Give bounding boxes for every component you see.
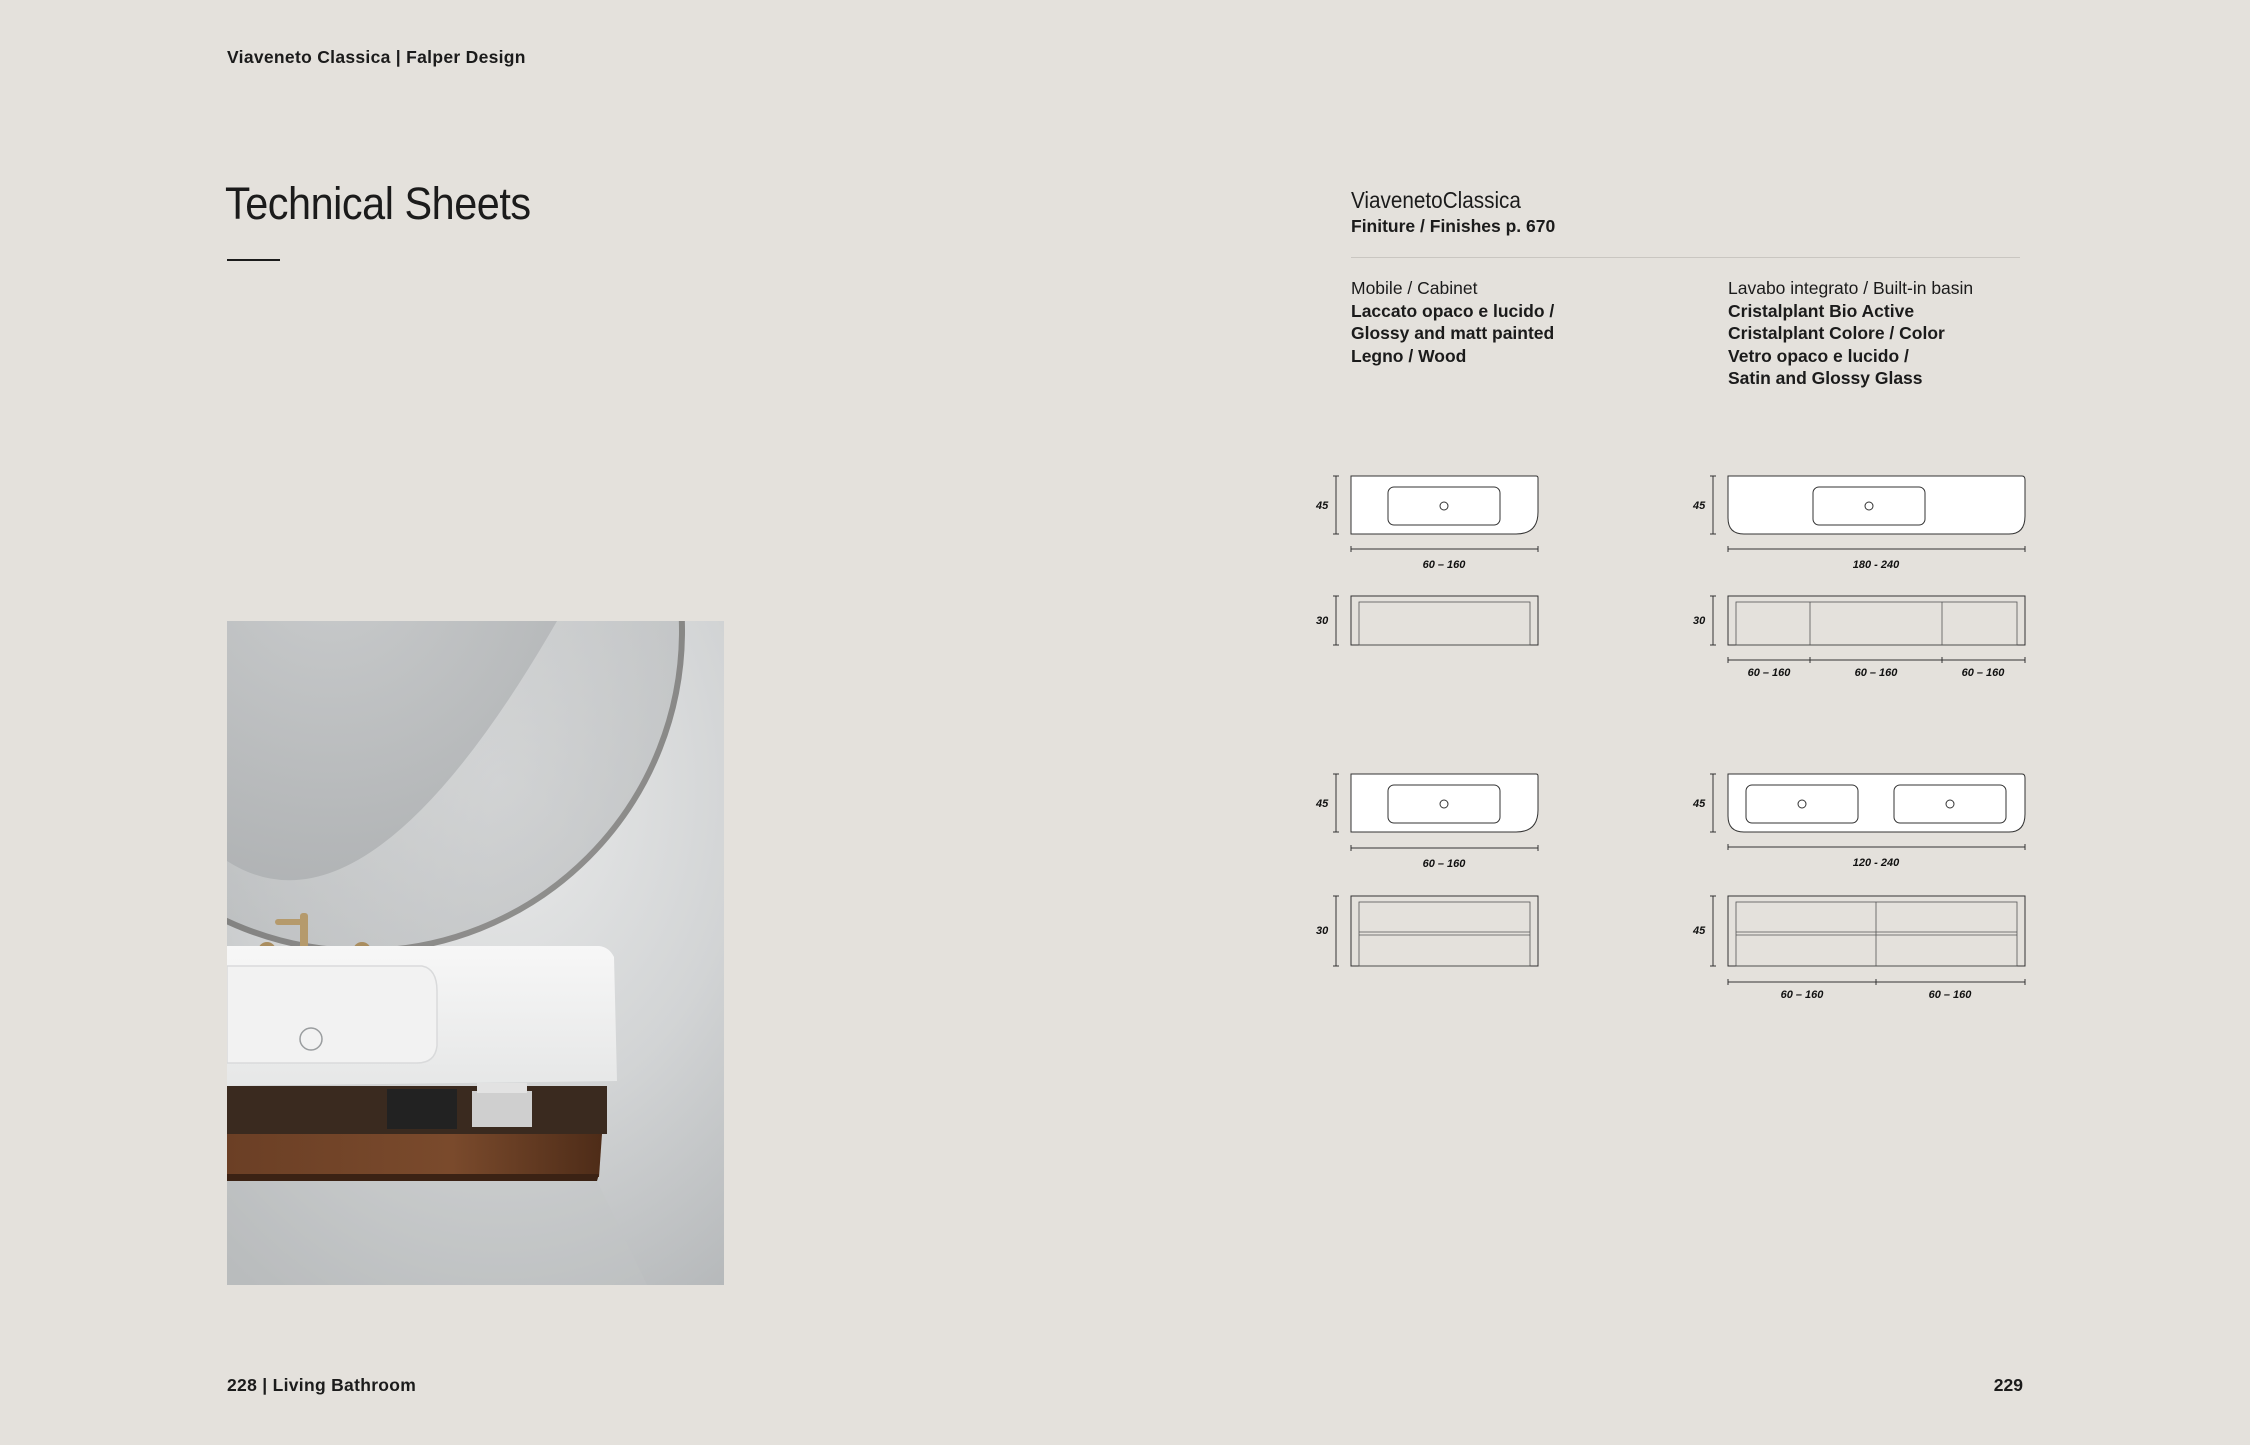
width-dimension-label: 60 – 160: [1422, 858, 1466, 870]
basin-finish-item: Cristalplant Colore / Color: [1728, 323, 1945, 343]
finishes-reference: Finiture / Finishes p. 670: [1351, 216, 1556, 236]
basin-finish-item: Cristalplant Bio Active: [1728, 300, 1915, 321]
height-dimension-label: 30: [1316, 615, 1329, 627]
title-underline: [227, 259, 280, 261]
drawing-double-basin-plan: [1687, 766, 2027, 876]
cabinet-finish-item: Glossy and matt painted: [1351, 323, 1555, 343]
cabinet-specs: [1351, 277, 1554, 367]
page-title: Technical Sheets: [225, 178, 531, 229]
module-width-label: 60 – 160: [1928, 989, 1972, 1001]
footer-page-left: 228 | Living Bathroom: [227, 1375, 417, 1395]
width-dimension-label: 180 - 240: [1852, 559, 1900, 571]
width-dimension-label: 60 – 160: [1422, 559, 1466, 571]
basin-finish-item: Satin and Glossy Glass: [1728, 368, 1923, 388]
basin-heading: Lavabo integrato / Built-in basin: [1728, 278, 1974, 298]
drawing-two-drawer-front: [1310, 890, 1550, 970]
basin-specs: [1728, 277, 1973, 390]
product-name: ViavenetoClassica: [1351, 187, 1521, 213]
header-brand: Viaveneto Classica | Falper Design: [227, 47, 526, 67]
cabinet-finish-item: Laccato opaco e lucido /: [1351, 300, 1555, 321]
section-divider: [1351, 257, 2020, 258]
drawing-wide-basin-plan: [1687, 468, 2027, 578]
cabinet-finish-item: Legno / Wood: [1351, 345, 1467, 366]
drawing-three-module-front: [1687, 590, 2027, 680]
height-dimension-label: 30: [1316, 925, 1329, 937]
module-width-label: 60 – 160: [1961, 667, 2005, 679]
module-width-label: 60 – 160: [1780, 989, 1824, 1001]
drawing-single-basin-plan-2: [1310, 766, 1550, 876]
module-width-label: 60 – 160: [1854, 667, 1898, 679]
product-photo: [227, 621, 724, 1285]
footer-page-right: 229: [1993, 1375, 2023, 1395]
height-dimension-label: 45: [1316, 500, 1329, 512]
height-dimension-label: 45: [1693, 798, 1706, 810]
height-dimension-label: 45: [1316, 798, 1329, 810]
height-dimension-label: 45: [1693, 925, 1706, 937]
height-dimension-label: 45: [1693, 500, 1706, 512]
drawing-single-drawer-front: [1310, 590, 1550, 650]
drawing-two-module-front: [1687, 890, 2027, 1002]
width-dimension-label: 120 - 240: [1852, 857, 1900, 869]
basin-finish-item: Vetro opaco e lucido /: [1728, 345, 1909, 366]
cabinet-heading: Mobile / Cabinet: [1351, 278, 1478, 298]
drawing-single-basin-plan: [1310, 468, 1550, 578]
module-width-label: 60 – 160: [1747, 667, 1791, 679]
height-dimension-label: 30: [1693, 615, 1706, 627]
